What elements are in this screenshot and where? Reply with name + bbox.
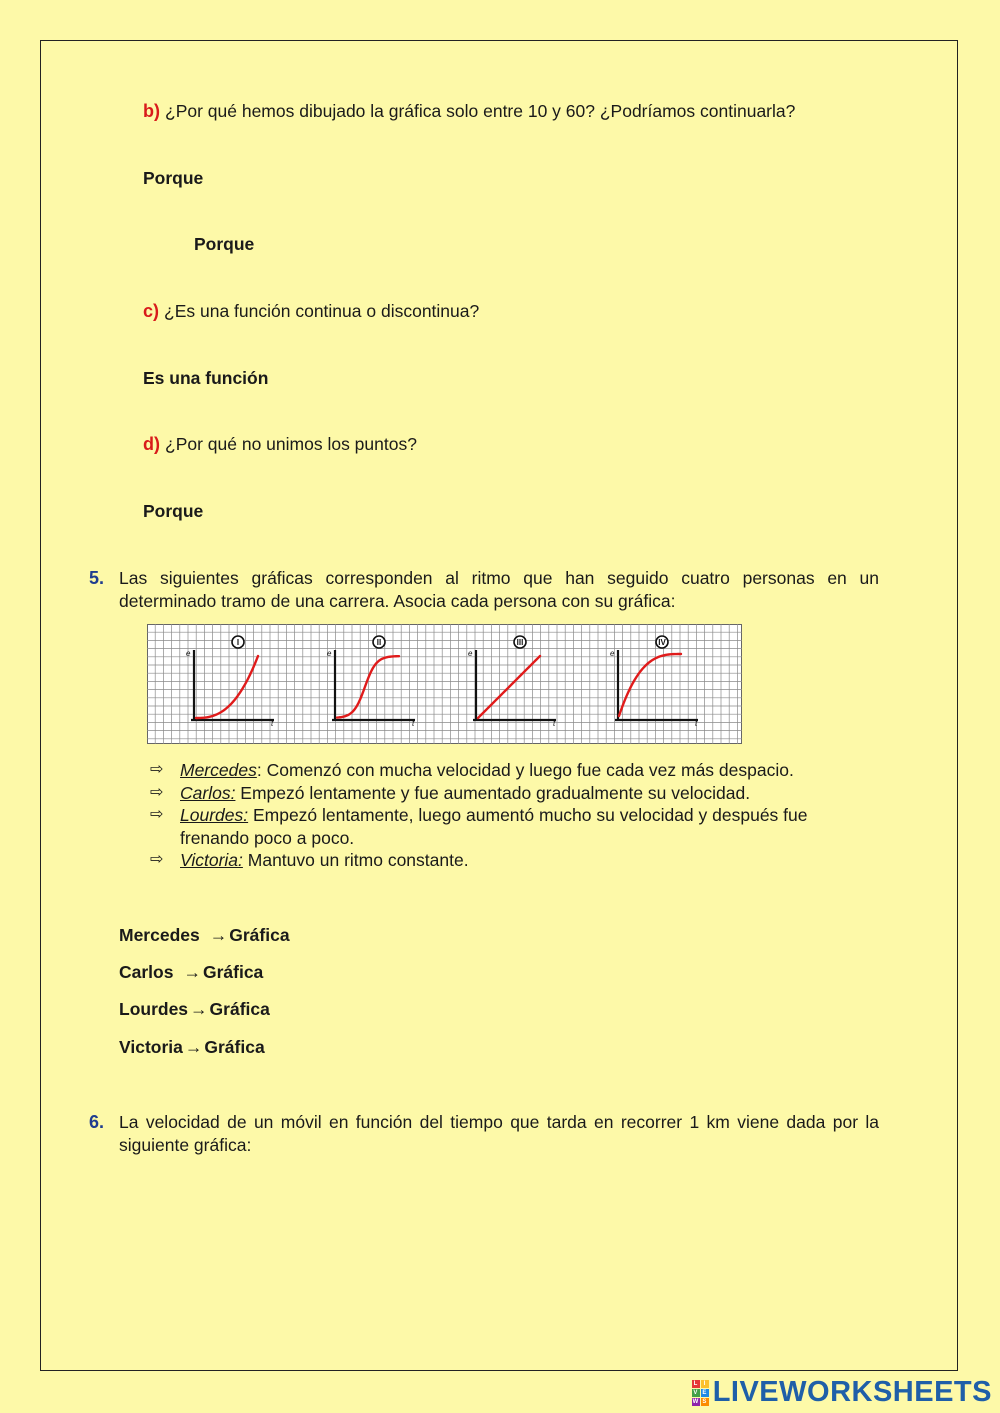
match-row-lourdes (119, 999, 270, 1020)
question-5-line-2: determinado tramo de una carrera. Asocia cada persona con su gráfica: (119, 591, 676, 611)
question-letter: b) (143, 101, 160, 121)
x-axis-label: t (553, 719, 556, 728)
description-text: Comenzó con mucha velocidad y luego fue cada vez más despacio. (261, 760, 794, 780)
answer-4d: Porque (143, 501, 204, 521)
description-item-lourdes (150, 804, 850, 849)
match-row-mercedes (119, 925, 290, 946)
match-person: Carlos (119, 962, 174, 982)
description-text: Mantuvo un ritmo constante. (242, 850, 469, 871)
question-4c (143, 301, 479, 322)
match-word: Gráfica (204, 1037, 265, 1057)
name-separator: : (256, 760, 262, 780)
y-axis-label: e (327, 649, 332, 658)
x-axis-label: t (695, 719, 698, 728)
description-item-mercedes (150, 759, 850, 782)
person-name: Carlos: (180, 782, 236, 803)
question-5-text (119, 567, 879, 613)
match-row-carlos (119, 962, 263, 983)
answer-4b-line-2: Porque (194, 234, 255, 254)
answer-4b-line-1: Porque (143, 168, 204, 188)
x-axis-label: t (271, 719, 274, 728)
question-text: ¿Es una función continua o discontinua? (164, 301, 480, 321)
description-item-victoria (150, 849, 850, 872)
question-6-number: 6. (89, 1112, 105, 1132)
description-item-carlos (150, 782, 850, 805)
match-word: Gráfica (202, 962, 264, 982)
y-axis-label: e (610, 649, 615, 658)
graph-label: III (516, 638, 524, 647)
person-name: Mercedes (180, 760, 257, 780)
match-person: Mercedes (119, 925, 200, 945)
logo-text: LIVEWORKSHEETS (712, 1376, 992, 1408)
person-name: Victoria: (180, 850, 243, 871)
description-text: Empezó lentamente, luego aumentó mucho su velocidad y después fue frenando poco a poco. (180, 805, 808, 848)
question-6-line-1: La velocidad de un móvil en función del tiempo que tarda en recorrer 1 km viene dada por la (119, 1112, 879, 1132)
graph-label: IV (658, 638, 666, 647)
question-5-line-1: Las siguientes gráficas corresponden al ritmo que han seguido cuatro personas en un (119, 568, 879, 588)
match-word: Gráfica (209, 999, 270, 1019)
match-row-victoria (119, 1037, 265, 1058)
y-axis-label: e (186, 649, 191, 658)
graph-label: I (236, 638, 240, 647)
question-4d (143, 434, 417, 455)
answer-4c: Es una función (143, 368, 269, 388)
match-person: Victoria (119, 1037, 183, 1057)
description-list (150, 759, 850, 872)
question-6-line-2: siguiente gráfica: (119, 1135, 252, 1155)
question-letter: c) (143, 301, 160, 321)
x-axis-label: t (412, 719, 415, 728)
match-arrow-icon: → (184, 1037, 203, 1057)
logo-mark-icon: L I V E W S (692, 1380, 707, 1405)
match-person: Lourdes (119, 999, 189, 1019)
question-text: ¿Por qué hemos dibujado la gráfica solo entre 10 y 60? ¿Podríamos continuarla? (165, 101, 796, 121)
question-letter: d) (143, 434, 160, 454)
question-text: ¿Por qué no unimos los puntos? (165, 434, 417, 454)
match-arrow-icon: → (183, 962, 201, 982)
arrow-icon: ⇨ (150, 806, 164, 824)
graph-label: II (376, 638, 382, 647)
graphs-figure (147, 624, 742, 744)
question-6-text (119, 1111, 879, 1157)
liveworksheets-logo (692, 1376, 992, 1409)
question-4b (143, 101, 795, 122)
match-word: Gráfica (229, 925, 290, 945)
description-text: Empezó lentamente y fue aumentado gradualmente su velocidad. (235, 782, 751, 803)
question-5-number: 5. (89, 568, 105, 588)
arrow-icon: ⇨ (150, 783, 164, 801)
match-arrow-icon: → (190, 999, 208, 1019)
arrow-icon: ⇨ (150, 761, 164, 778)
person-name: Lourdes: (180, 805, 249, 826)
y-axis-label: e (468, 649, 473, 658)
match-arrow-icon: → (209, 925, 228, 945)
arrow-icon: ⇨ (150, 851, 164, 869)
